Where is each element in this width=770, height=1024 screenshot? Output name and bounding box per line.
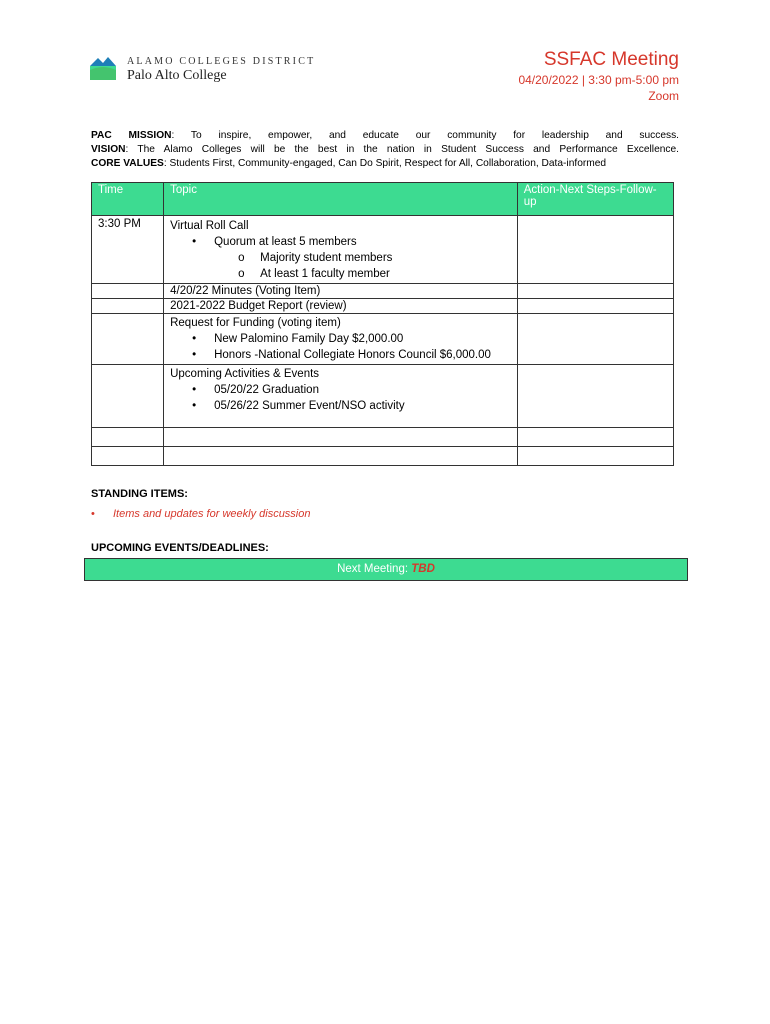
time-cell [92,299,164,314]
topic-cell [164,447,518,466]
college-logo [90,54,330,84]
next-meeting-value: TBD [411,563,435,575]
next-meeting-bar [84,558,688,581]
standing-items-heading: STANDING ITEMS: [91,488,188,500]
mission-text: : To inspire, empower, and educate our community for leadership and success. [171,130,679,141]
meeting-datetime: 04/20/2022 | 3:30 pm-5:00 pm [518,73,679,87]
agenda-table [91,182,674,466]
list-item: • Honors -National Collegiate Honors Council $6,000.00 [214,347,511,363]
next-meeting-label: Next Meeting: [337,563,412,575]
action-cell [517,299,673,314]
standing-item [91,508,311,520]
list-item: o Majority student members [260,250,511,266]
action-cell [517,314,673,365]
action-cell [517,428,673,447]
vision-row [91,143,679,157]
bullet-icon: • [91,508,95,520]
table-row [92,284,674,299]
time-cell [92,314,164,365]
logo-district-text: ALAMO COLLEGES DISTRICT [127,56,316,67]
list-item: o At least 1 faculty member [260,266,511,282]
upcoming-heading: UPCOMING EVENTS/DEADLINES: [91,542,269,554]
values-row [91,157,679,171]
header-action: Action-Next Steps-Follow-up [517,183,673,216]
vision-text: : The Alamo Colleges will be the best in the nation in Student Success and Performance Excellence. [125,144,679,155]
funding-title: Request for Funding (voting item) [170,317,341,329]
time-cell: 3:30 PM [92,216,164,284]
action-cell [517,284,673,299]
quorum-sublist [214,250,511,282]
header-time: Time [92,183,164,216]
topic-cell: 2021-2022 Budget Report (review) [164,299,518,314]
values-text: : Students First, Community-engaged, Can Do Spirit, Respect for All, Collaboration, Data-informed [163,158,607,169]
action-cell [517,216,673,284]
table-row [92,299,674,314]
list-item: • New Palomino Family Day $2,000.00 [214,331,511,347]
meeting-title: SSFAC Meeting [543,49,679,70]
standing-item-text: Items and updates for weekly discussion [113,508,311,520]
topic-cell [164,216,518,284]
list-item: • 05/20/22 Graduation [214,382,511,398]
list-item [214,234,511,282]
topic-cell [164,365,518,428]
table-header-row [92,183,674,216]
table-row [92,314,674,365]
mission-label: PAC MISSION [91,130,172,141]
values-label: CORE VALUES [91,158,164,169]
topic-cell [164,428,518,447]
mission-row [91,129,679,143]
topic-cell: 4/20/22 Minutes (Voting Item) [164,284,518,299]
time-cell [92,447,164,466]
table-row [92,365,674,428]
topic-cell [164,314,518,365]
time-cell [92,284,164,299]
time-cell [92,428,164,447]
table-row [92,428,674,447]
table-row [92,216,674,284]
meeting-header [518,48,679,104]
funding-list [170,331,511,363]
action-cell [517,365,673,428]
roll-call-title: Virtual Roll Call [170,220,249,232]
mission-block [91,129,679,171]
list-item: • 05/26/22 Summer Event/NSO activity [214,398,511,414]
quorum-text: Quorum at least 5 members [214,236,357,248]
header-topic: Topic [164,183,518,216]
activities-title: Upcoming Activities & Events [170,368,320,380]
vision-label: VISION [91,144,126,155]
time-cell [92,365,164,428]
mountain-logo-icon [90,54,116,80]
action-cell [517,447,673,466]
roll-call-list [170,234,511,282]
meeting-location: Zoom [648,89,679,103]
activities-list [170,382,511,414]
logo-college-text: Palo Alto College [127,68,227,83]
table-row [92,447,674,466]
